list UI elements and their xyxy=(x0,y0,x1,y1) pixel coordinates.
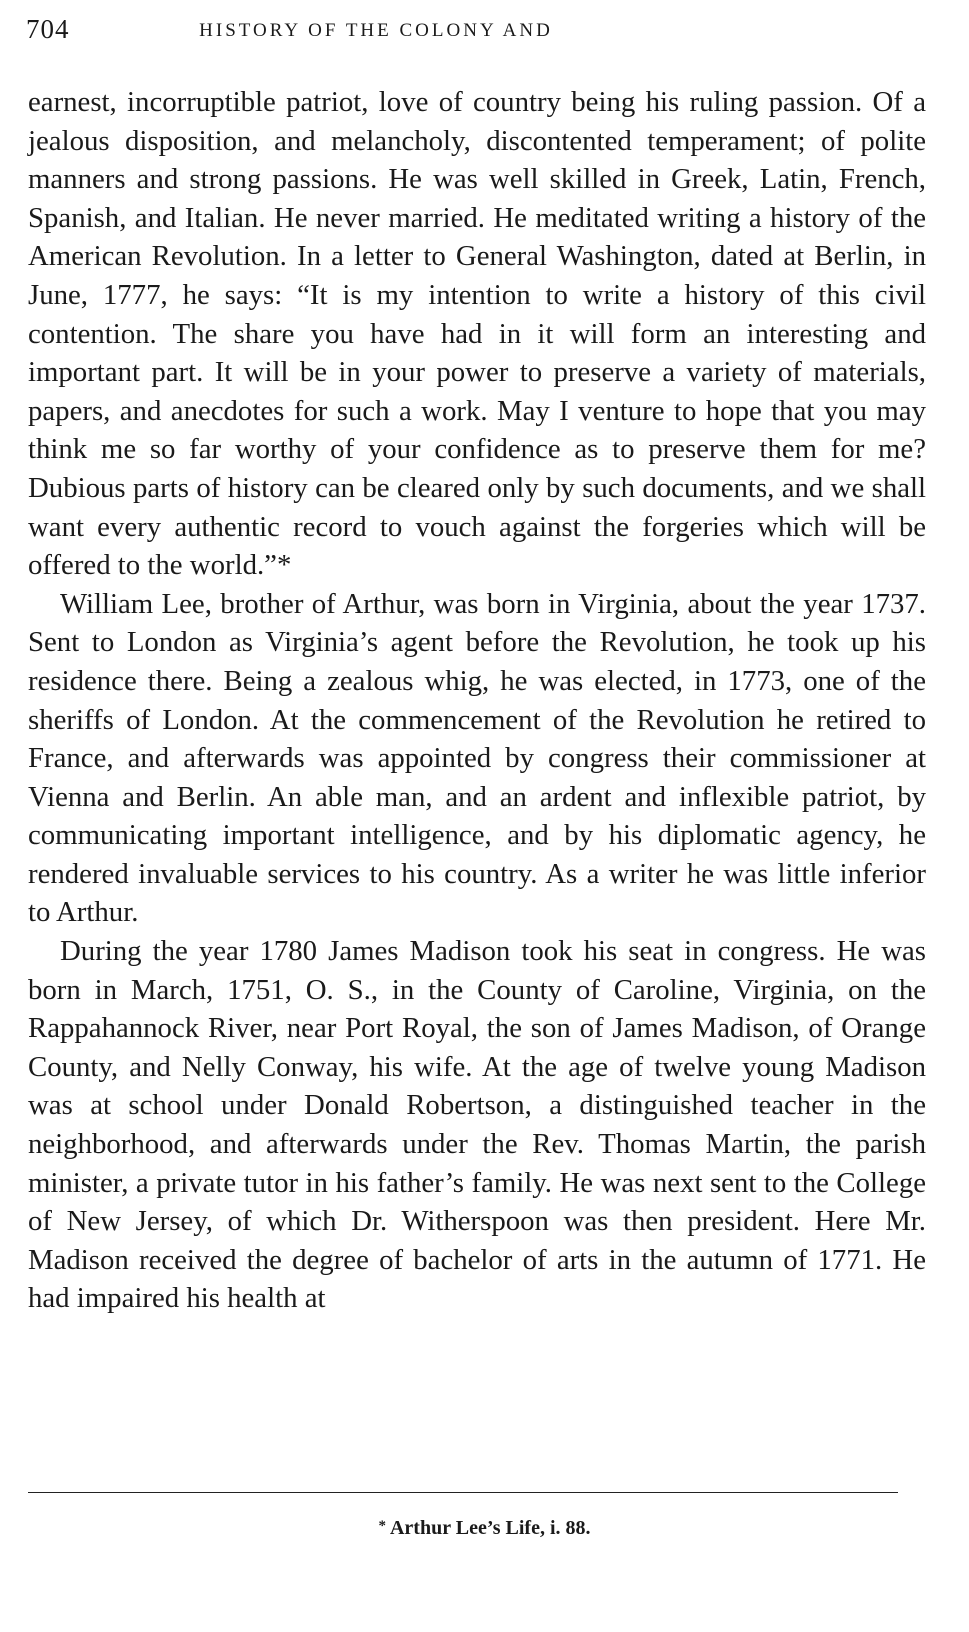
footnote xyxy=(0,1517,969,1540)
footnote-text: Arthur Lee’s Life, i. 88. xyxy=(389,1517,591,1539)
paragraph-william-lee: William Lee, brother of Arthur, was born in Virginia, about the year 1737. Sent to London as Virginia’s agent before the Revolution, he took up his residence there. Being a zealous whig, he was elected, in 1773, one of the sheriffs of London. At the commencement of the Revolution he retired to France, and afterwards was appointed by congress their commissioner at Vienna and Berlin. An able man, and an ardent and inflexible patriot, by communicating important intelligence, and by his diplomatic agency, he rendered invaluable services to his country. As a writer he was little inferior to Arthur. xyxy=(28,587,926,929)
paragraph-arthur-lee: earnest, incorruptible patriot, love of country being his ruling passion. Of a jealous disposition, and melancholy, discontented temperament; of polite manners and strong passions. He was well skilled in Greek, Latin, French, Spanish, and Italian. He never married. He meditated writing a history of the American Revolution. In a letter to General Washington, dated at Berlin, in June, 1777, he says: “It is my intention to write a history of this civil contention. The share you have had in it will form an interesting and important part. It will be in your power to preserve a variety of materials, papers, and anecdotes for such a work. May I venture to hope that you may think me so far worthy of your confidence as to preserve them for me? Dubious parts of history can be cleared only by such documents, and we shall want every authentic record to vouch against the forgeries which will be offered to the world.”* xyxy=(28,86,926,582)
body-text xyxy=(28,83,926,1318)
page-number: 704 xyxy=(26,14,70,44)
paragraph-james-madison: During the year 1780 James Madison took his seat in congress. He was born in March, 1751, O. S., in the County of Caroline, Virginia, on the Rappahannock River, near Port Royal, the son of James Madison, of Orange County, and Nelly Conway, his wife. At the age of twelve young Madison was at school under Donald Robertson, a distinguished teacher in the neighborhood, and afterwards under the Rev. Thomas Martin, the parish minister, a private tutor in his father’s family. He was next sent to the College of New Jersey, of which Dr. Witherspoon was then president. Here Mr. Madison received the degree of bachelor of arts in the autumn of 1771. He had impaired his health at xyxy=(28,935,926,1315)
footnote-divider xyxy=(28,1492,898,1493)
running-title: HISTORY OF THE COLONY AND xyxy=(199,20,553,41)
running-head xyxy=(26,14,932,54)
footnote-mark: * xyxy=(378,1518,386,1534)
